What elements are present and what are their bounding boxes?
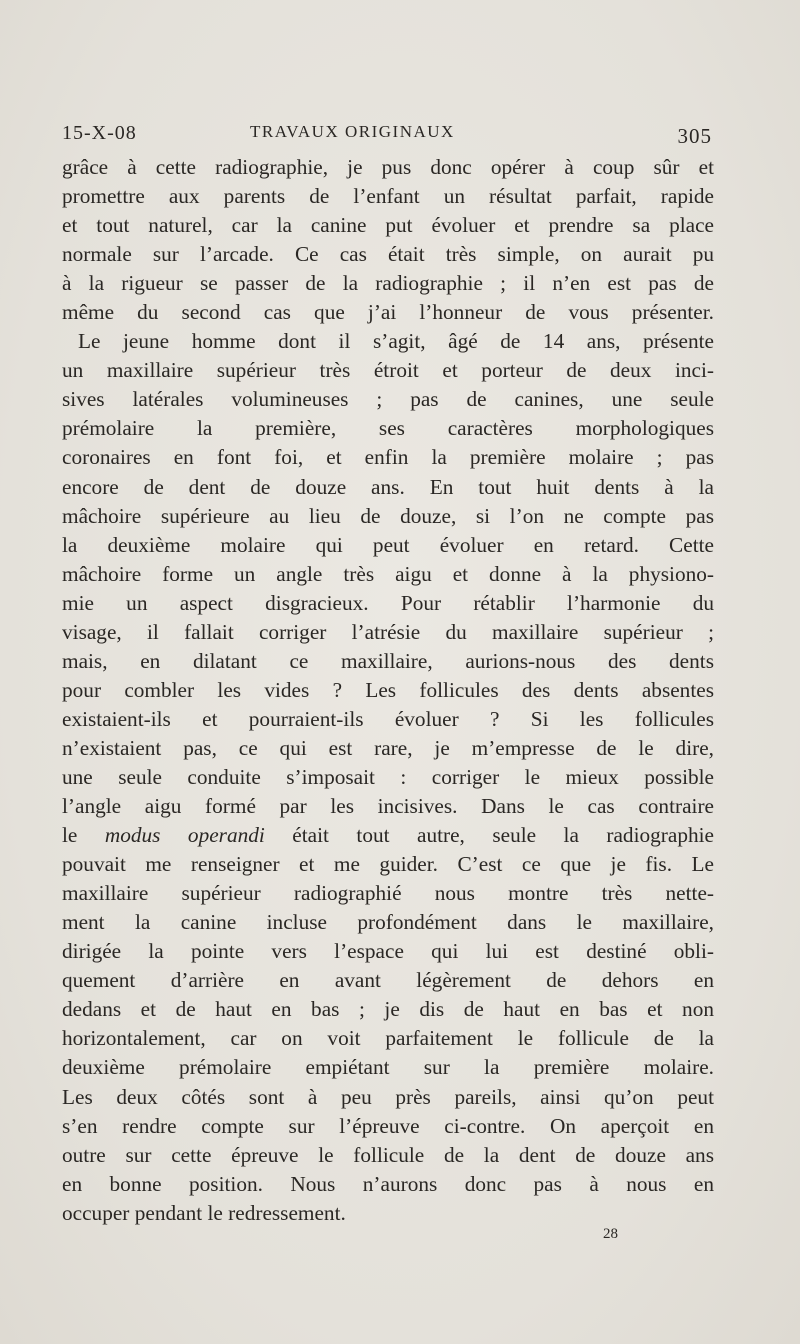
text-line: à la rigueur se passer de la radiographie ; il n’en est pas de (62, 271, 714, 296)
text-line: et tout naturel, car la canine put évoluer et prendre sa place (62, 213, 714, 238)
text-line: un maxillaire supérieur très étroit et porteur de deux inci- (62, 358, 714, 383)
text-line: deuxième prémolaire empiétant sur la première molaire. (62, 1055, 714, 1080)
text-line: outre sur cette épreuve le follicule de la dent de douze ans (62, 1142, 714, 1167)
modus-operandi-italic: modus operandi (104, 823, 265, 848)
header-section-title: TRAVAUX ORIGINAUX (250, 122, 455, 141)
text-line: mie un aspect disgracieux. Pour rétablir l’harmonie du (62, 590, 714, 615)
text-line: encore de dent de douze ans. En tout huit dents à la (62, 474, 714, 499)
text-line: dirigée la pointe vers l’espace qui lui est destiné obli- (62, 939, 714, 964)
text-line: Le jeune homme dont il s’agit, âgé de 14 ans, présente (78, 329, 714, 354)
text-line: s’en rendre compte sur l’épreuve ci-contre. On aperçoit en (62, 1113, 714, 1138)
header-page-number: 305 (677, 124, 712, 148)
text-line: pouvait me renseigner et me guider. C’est ce que je fis. Le (62, 852, 714, 877)
text-line: maxillaire supérieur radiographié nous montre très nette- (62, 881, 714, 906)
text-line: mâchoire forme un angle très aigu et donne à la physiono- (62, 561, 714, 586)
text-line: promettre aux parents de l’enfant un résultat parfait, rapide (62, 184, 714, 209)
text-line: la deuxième molaire qui peut évoluer en retard. Cette (62, 532, 714, 557)
text-line: une seule conduite s’imposait : corriger le mieux possible (62, 764, 714, 789)
header-date: 15-X-08 (62, 122, 137, 144)
modus-before: le (62, 823, 105, 848)
text-line: n’existaient pas, ce qui est rare, je m’empresse de le dire, (62, 735, 714, 760)
text-line-modus-operandi (62, 821, 714, 850)
text-line: dedans et de haut en bas ; je dis de haut en bas et non (62, 997, 714, 1022)
text-line: prémolaire la première, ses caractères morphologiques (62, 416, 714, 441)
body-text (62, 153, 714, 1228)
text-line: coronaires en font foi, et enfin la première molaire ; pas (62, 445, 714, 470)
text-line: visage, il fallait corriger l’atrésie du maxillaire supérieur ; (62, 619, 714, 644)
text-line: mais, en dilatant ce maxillaire, aurions-nous des dents (62, 648, 714, 673)
text-line: l’angle aigu formé par les incisives. Dans le cas contraire (62, 794, 714, 819)
text-line: ment la canine incluse profondément dans le maxillaire, (62, 910, 714, 935)
text-line: en bonne position. Nous n’aurons donc pas à nous en (62, 1171, 714, 1196)
running-header (62, 118, 712, 148)
text-line: sives latérales volumineuses ; pas de canines, une seule (62, 387, 714, 412)
text-line: quement d’arrière en avant légèrement de dehors en (62, 968, 714, 993)
text-line: normale sur l’arcade. Ce cas était très simple, on aurait pu (62, 242, 714, 267)
text-line: mâchoire supérieure au lieu de douze, si l’on ne compte pas (62, 503, 714, 528)
signature-mark: 28 (603, 1226, 618, 1242)
text-line: horizontalement, car on voit parfaitement le follicule de la (62, 1026, 714, 1051)
text-line: existaient-ils et pourraient-ils évoluer ? Si les follicules (62, 706, 714, 731)
text-line: Les deux côtés sont à peu près pareils, ainsi qu’on peut (62, 1084, 714, 1109)
text-line: occuper pendant le redressement. (62, 1200, 346, 1225)
text-line: grâce à cette radiographie, je pus donc opérer à coup sûr et (62, 155, 714, 179)
text-line: pour combler les vides ? Les follicules des dents absentes (62, 677, 714, 702)
modus-after: était tout autre, seule la radiographie (264, 823, 715, 848)
text-line: même du second cas que j’ai l’honneur de vous présenter. (62, 300, 714, 325)
